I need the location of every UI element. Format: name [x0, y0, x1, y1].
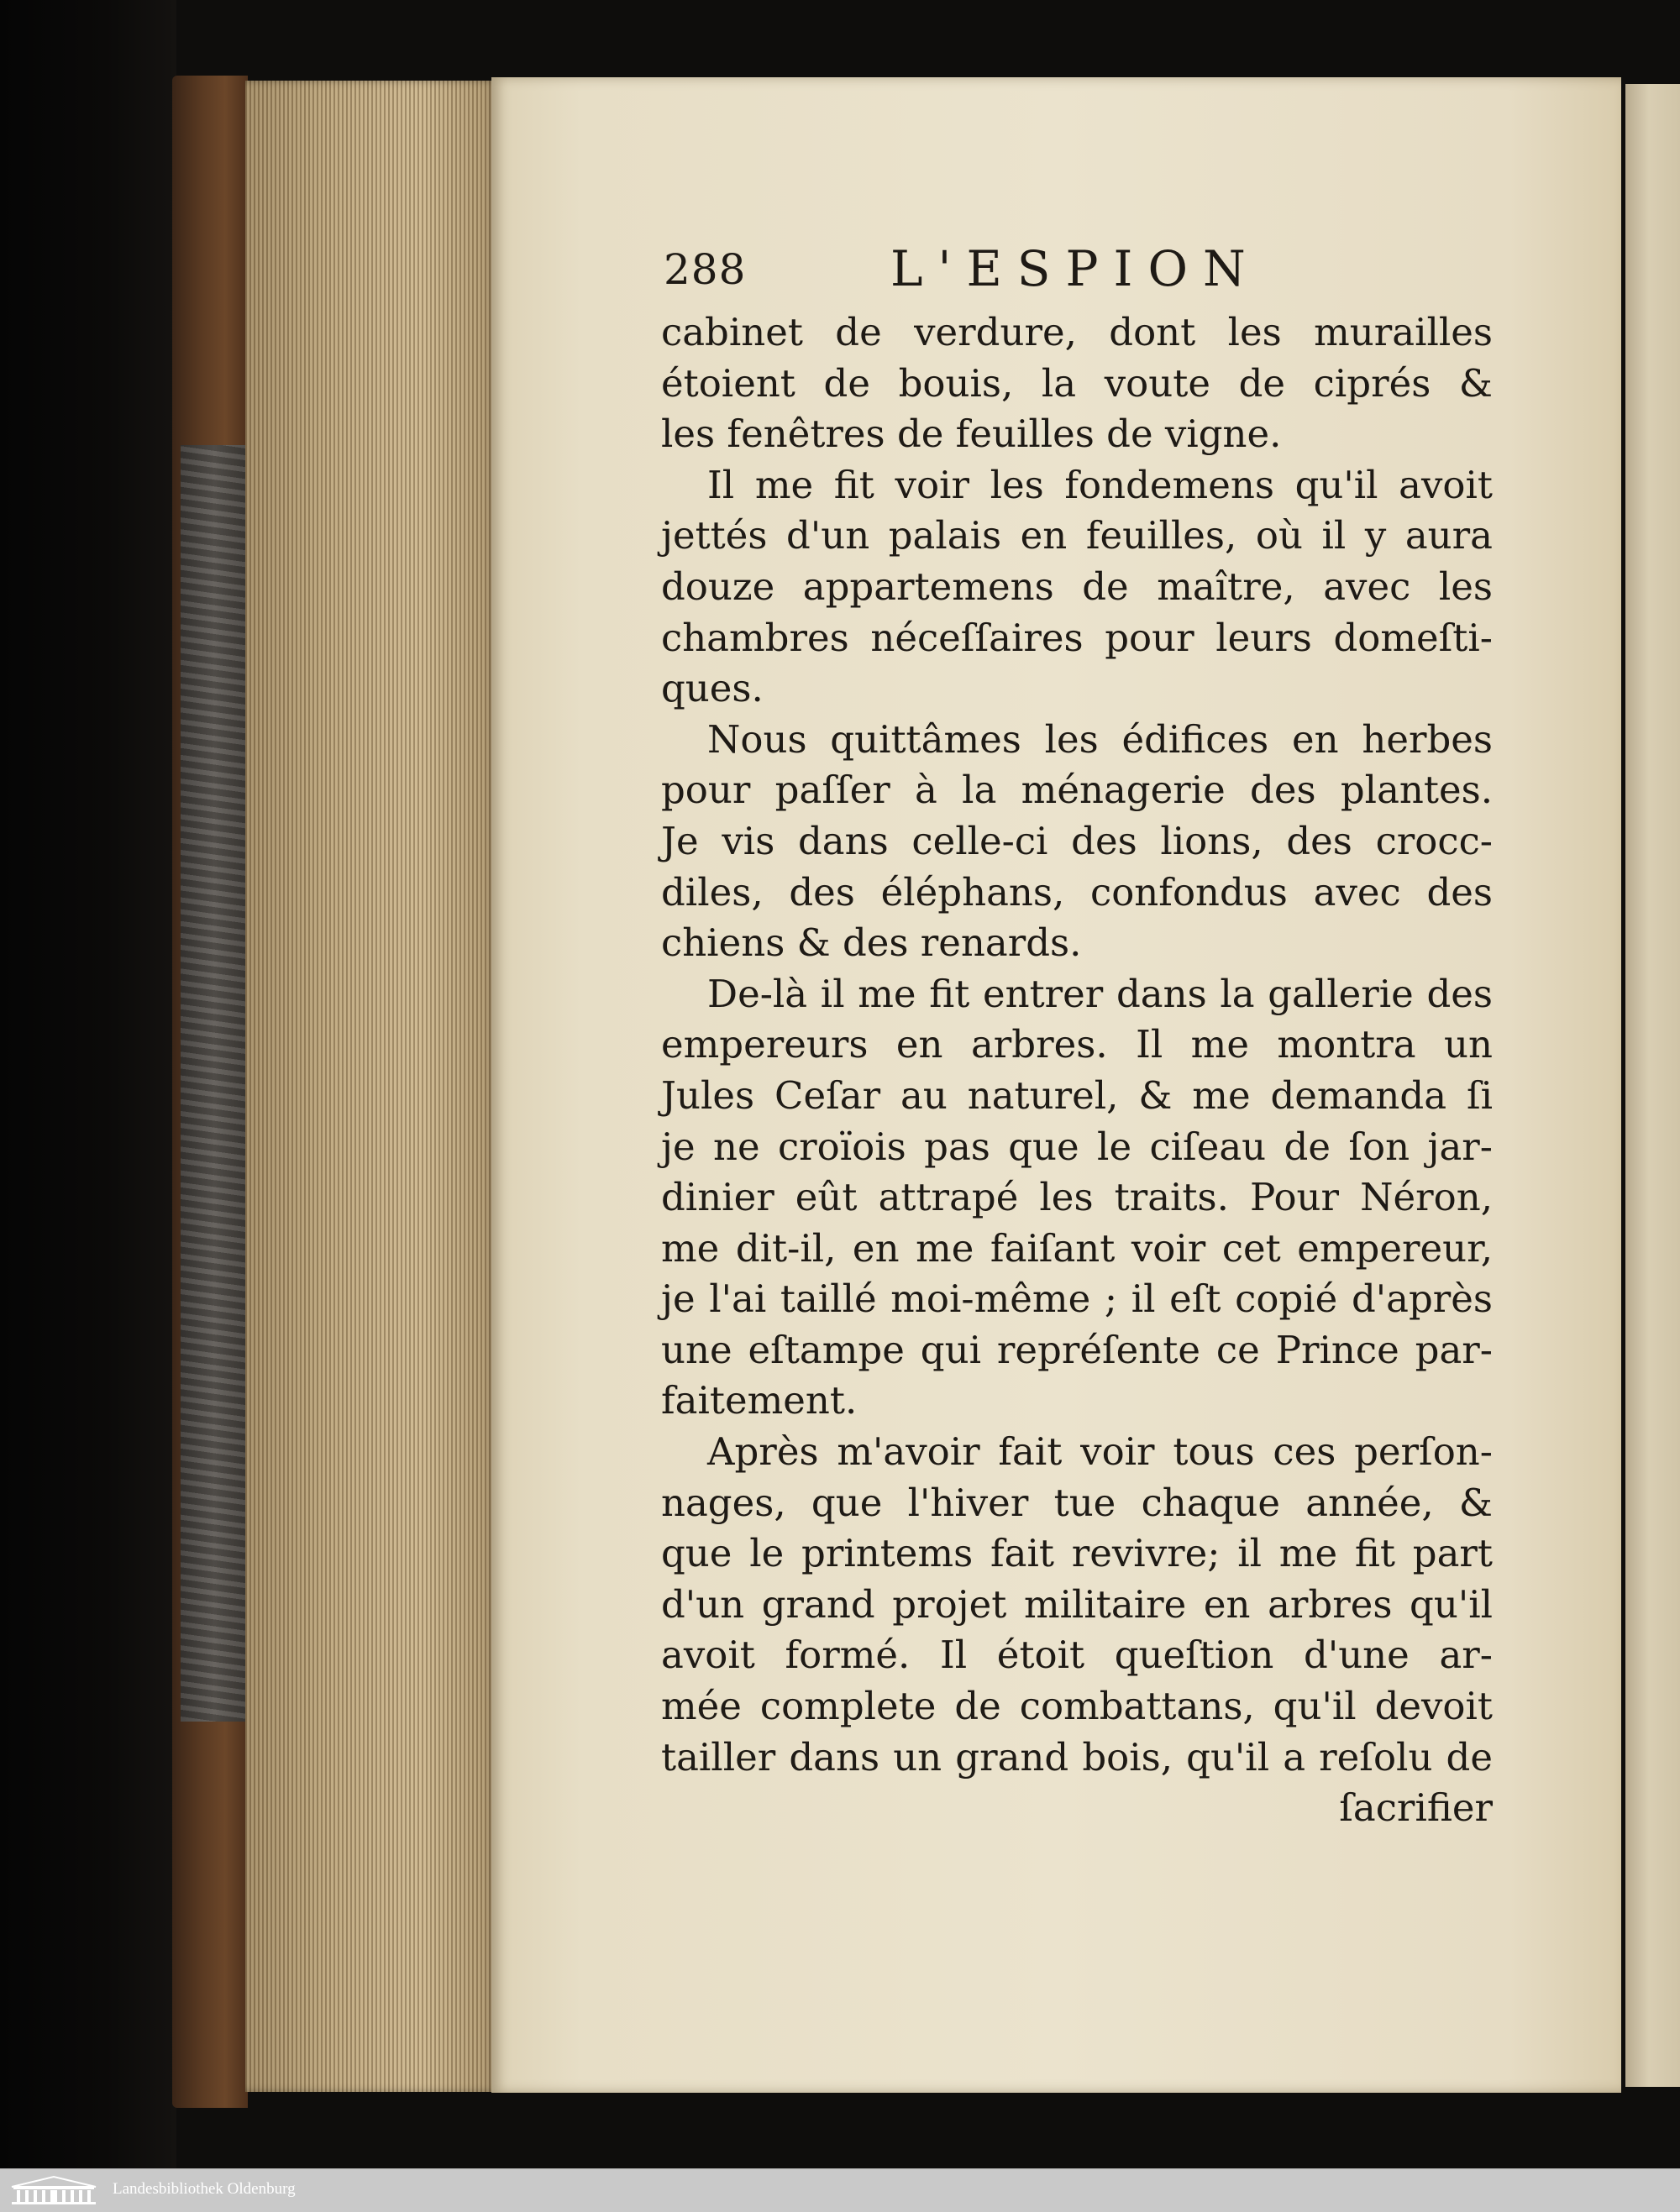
text-line: que le printems fait revivre; il me fit part — [661, 1531, 1493, 1576]
text-line: tailler dans un grand bois, qu'il a reſolu de — [661, 1734, 1493, 1780]
page-title: L'ESPION — [890, 240, 1261, 297]
text-line: les fenêtres de feuilles de vigne. — [661, 411, 1282, 457]
library-name: Landesbibliothek Oldenburg — [113, 2180, 296, 2198]
text-line: Il me fit voir les fondemens qu'il avoit — [707, 462, 1493, 507]
dark-backdrop — [0, 0, 176, 2168]
text-line: je ne croïois pas que le ciſeau de ſon jar- — [661, 1124, 1493, 1169]
marbled-board — [181, 445, 248, 1722]
text-line: chiens & des renards. — [661, 920, 1082, 966]
text-line: cabinet de verdure, dont les murailles — [661, 310, 1493, 354]
page-number: 288 — [664, 245, 747, 294]
text-line: une eſtampe qui repréſente ce Prince par- — [661, 1327, 1493, 1372]
body-text — [661, 307, 1493, 1834]
text-line: empereurs en arbres. Il me montra un — [661, 1022, 1493, 1067]
text-line: étoient de bouis, la voute de ciprés & — [661, 360, 1493, 406]
text-line: ques. — [661, 666, 764, 711]
page-edges — [245, 81, 497, 2092]
footer-bar — [0, 2168, 1680, 2212]
facing-page-edge — [1625, 84, 1680, 2087]
text-line: chambres néceſſaires pour leurs domeſti- — [661, 615, 1493, 660]
text-line: dinier eût attrapé les traits. Pour Néron, — [661, 1175, 1493, 1220]
text-line: Jules Ceſar au naturel, & me demanda ſi — [661, 1072, 1493, 1118]
text-line: Après m'avoir fait voir tous ces perſon- — [707, 1429, 1493, 1475]
text-line: pour paſſer à la ménagerie des plantes. — [661, 768, 1493, 813]
text-line: avoit formé. Il étoit queſtion d'une ar- — [661, 1633, 1493, 1678]
text-line: je l'ai taillé moi-même ; il eſt copié d'après — [661, 1276, 1493, 1322]
text-line: me dit-il, en me faiſant voir cet empereur, — [661, 1225, 1493, 1271]
text-line: faitement. — [661, 1378, 858, 1423]
library-building-icon — [7, 2175, 101, 2207]
text-line: Je vis dans celle-ci des lions, des crocc- — [661, 818, 1493, 863]
catchword: ſacrifier — [1339, 1785, 1493, 1831]
text-line: diles, des éléphans, confondus avec des — [661, 869, 1493, 915]
text-line: Nous quittâmes les édifices en herbes — [707, 716, 1493, 762]
text-line: nages, que l'hiver tue chaque année, & — [661, 1480, 1493, 1525]
text-line: De-là il me fit entrer dans la gallerie des — [707, 971, 1493, 1016]
text-line: mée complete de combattans, qu'il devoit — [661, 1684, 1493, 1729]
text-line: jettés d'un palais en feuilles, où il y aura — [661, 513, 1493, 558]
text-line: d'un grand projet militaire en arbres qu'il — [661, 1581, 1493, 1627]
text-line: douze appartemens de maître, avec les — [661, 563, 1493, 609]
running-head — [664, 240, 1504, 297]
